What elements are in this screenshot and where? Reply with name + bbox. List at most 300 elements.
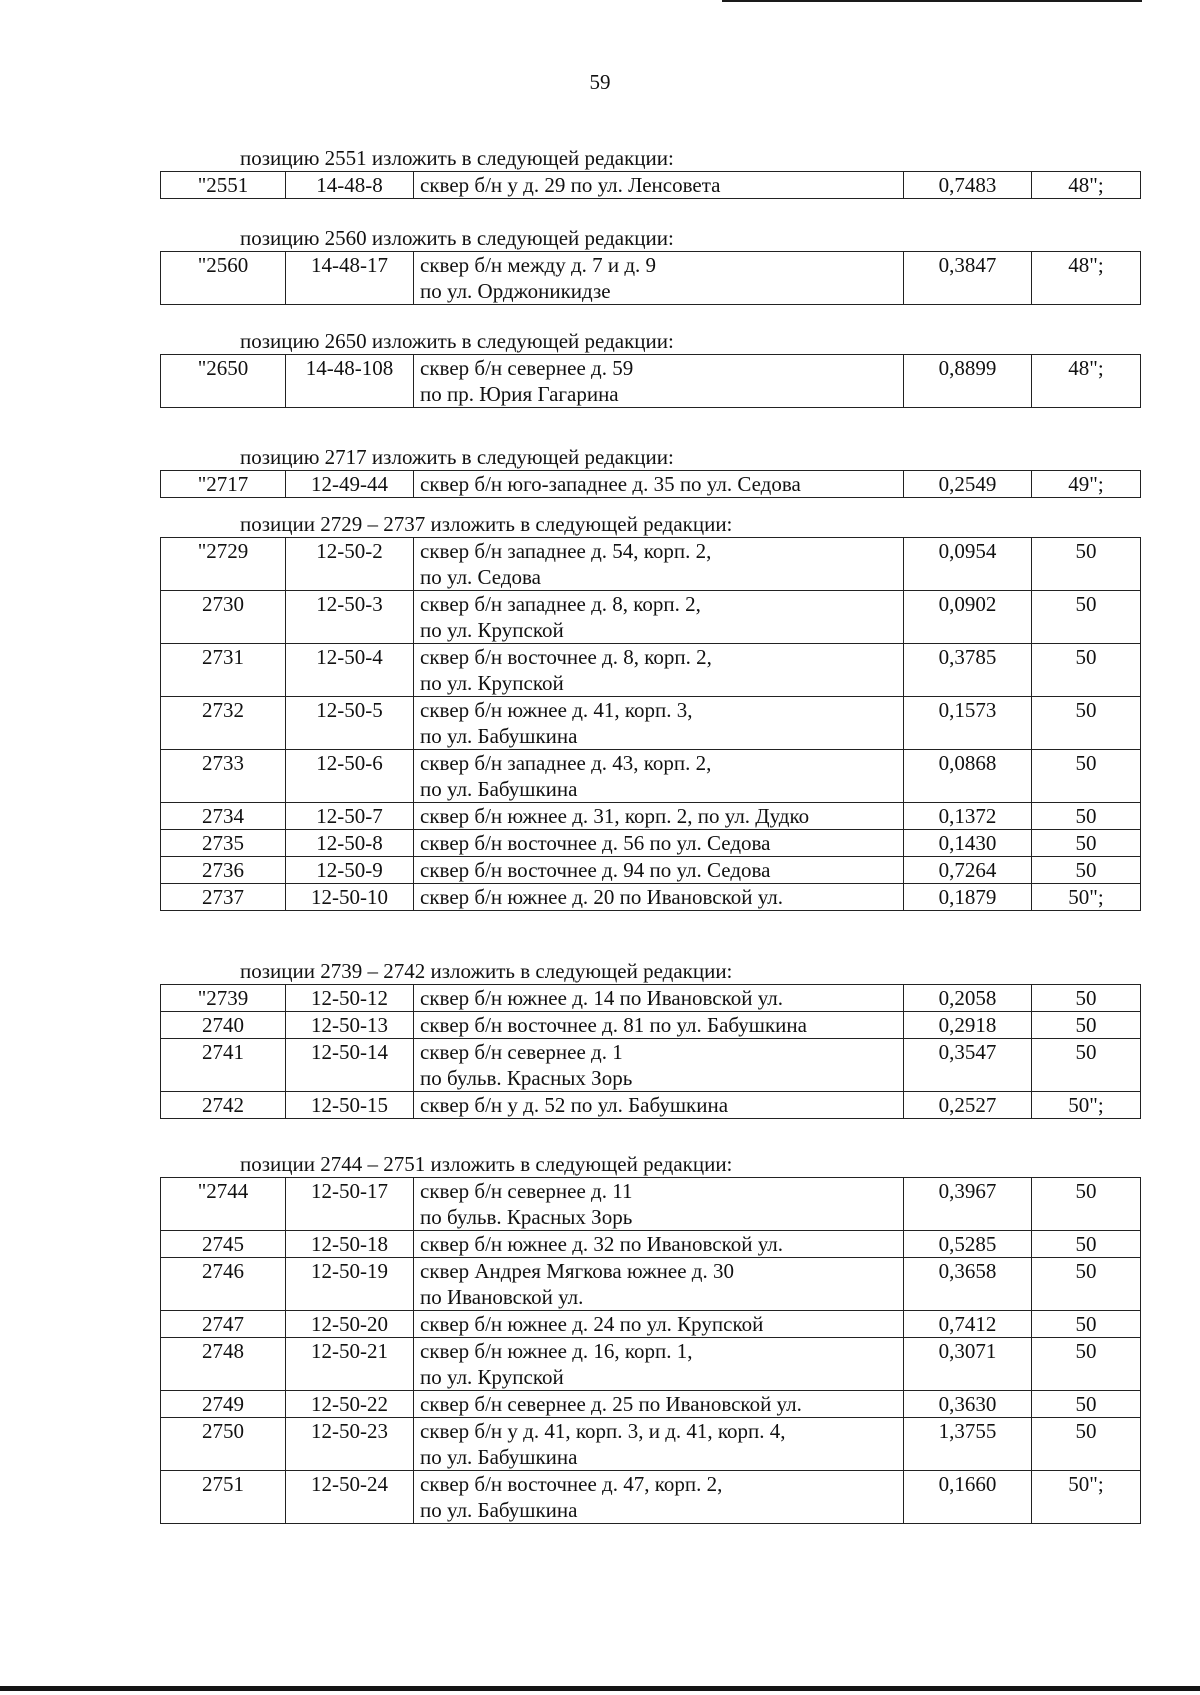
cadastral-code: 12-50-20: [311, 1312, 388, 1336]
cadastral-code: 14-48-17: [311, 253, 388, 277]
top-rule: [722, 0, 1142, 2]
cadastral-code: 12-50-3: [316, 592, 383, 616]
zone-value: 50: [1075, 698, 1097, 722]
area-value: 0,0902: [938, 592, 997, 616]
area-value: 0,1879: [938, 885, 997, 909]
position-number: 2741: [202, 1040, 244, 1064]
table-row: [161, 591, 1141, 644]
description-line-1: сквер Андрея Мягкова южнее д. 30: [420, 1259, 734, 1283]
position-number: 2751: [202, 1472, 244, 1496]
position-number: 2734: [202, 804, 244, 828]
zone-value: 50: [1075, 1259, 1097, 1283]
description-cell: [414, 697, 904, 750]
cadastral-code: 12-50-4: [316, 645, 383, 669]
zone-value-cell: [1032, 1231, 1141, 1258]
zone-value: 50";: [1068, 885, 1104, 909]
table-row: [161, 1012, 1141, 1039]
table-row: [161, 538, 1141, 591]
bottom-rule: [0, 1686, 1200, 1691]
area-value-cell: [904, 471, 1032, 498]
description-cell: [414, 1418, 904, 1471]
cadastral-code-cell: [286, 1092, 414, 1119]
description-line-2: по ул. Крупской: [420, 1365, 564, 1389]
area-value-cell: [904, 830, 1032, 857]
cadastral-code-cell: [286, 355, 414, 408]
cadastral-code: 12-50-22: [311, 1392, 388, 1416]
description-cell: [414, 830, 904, 857]
description-line-1: сквер б/н южнее д. 32 по Ивановской ул.: [420, 1232, 784, 1256]
zone-value-cell: [1032, 538, 1141, 591]
description-cell: [414, 355, 904, 408]
position-number-cell: [161, 1471, 286, 1524]
description-line-1: сквер б/н у д. 29 по ул. Ленсовета: [420, 173, 721, 197]
area-value-cell: [904, 884, 1032, 911]
position-number-cell: [161, 750, 286, 803]
position-number: 2742: [202, 1093, 244, 1117]
area-value: 0,3547: [938, 1040, 997, 1064]
cadastral-code: 12-50-8: [316, 831, 383, 855]
zone-value-cell: [1032, 1012, 1141, 1039]
section-heading: позицию 2650 изложить в следующей редакции:: [240, 329, 674, 353]
area-value-cell: [904, 1311, 1032, 1338]
description-line-2: по ул. Бабушкина: [420, 777, 578, 801]
table-row: [161, 1471, 1141, 1524]
cadastral-code-cell: [286, 1258, 414, 1311]
table-row: [161, 355, 1141, 408]
position-number: 2736: [202, 858, 244, 882]
section-heading: позиции 2739 – 2742 изложить в следующей редакции:: [240, 959, 733, 983]
cadastral-code: 12-50-15: [311, 1093, 388, 1117]
area-value-cell: [904, 857, 1032, 884]
description-cell: [414, 1391, 904, 1418]
position-number: 2732: [202, 698, 244, 722]
cadastral-code: 14-48-8: [316, 173, 383, 197]
position-number: 2749: [202, 1392, 244, 1416]
section-heading: позицию 2717 изложить в следующей редакции:: [240, 445, 674, 469]
table-row: [161, 1338, 1141, 1391]
description-cell: [414, 172, 904, 199]
description-line-2: по ул. Бабушкина: [420, 1445, 578, 1469]
area-value: 1,3755: [938, 1419, 997, 1443]
zone-value: 50: [1075, 751, 1097, 775]
position-number-cell: [161, 591, 286, 644]
description-line-1: сквер б/н южнее д. 20 по Ивановской ул.: [420, 885, 784, 909]
area-value: 0,3847: [938, 253, 997, 277]
description-line-1: сквер б/н у д. 41, корп. 3, и д. 41, корп. 4,: [420, 1419, 786, 1443]
position-number: "2560: [197, 253, 249, 277]
area-value-cell: [904, 1338, 1032, 1391]
table-row: [161, 803, 1141, 830]
position-number-cell: [161, 1178, 286, 1231]
cadastral-code: 12-50-19: [311, 1259, 388, 1283]
area-value: 0,7483: [938, 173, 997, 197]
position-number: 2746: [202, 1259, 244, 1283]
section: [160, 446, 1140, 498]
area-value-cell: [904, 1231, 1032, 1258]
description-line-2: по ул. Крупской: [420, 618, 564, 642]
zone-value-cell: [1032, 471, 1141, 498]
description-line-2: по бульв. Красных Зорь: [420, 1205, 633, 1229]
zone-value-cell: [1032, 857, 1141, 884]
description-line-1: сквер б/н севернее д. 25 по Ивановской ул.: [420, 1392, 802, 1416]
section-heading: позицию 2551 изложить в следующей редакции:: [240, 146, 674, 170]
area-value-cell: [904, 1012, 1032, 1039]
zone-value: 48";: [1068, 356, 1104, 380]
zone-value: 48";: [1068, 173, 1104, 197]
zone-value-cell: [1032, 1178, 1141, 1231]
description-line-1: сквер б/н между д. 7 и д. 9: [420, 253, 657, 277]
description-cell: [414, 252, 904, 305]
description-line-1: сквер б/н южнее д. 41, корп. 3,: [420, 698, 693, 722]
position-number-cell: [161, 1338, 286, 1391]
cadastral-code-cell: [286, 1039, 414, 1092]
cadastral-code-cell: [286, 591, 414, 644]
description-line-1: сквер б/н восточнее д. 47, корп. 2,: [420, 1472, 723, 1496]
area-value: 0,0868: [938, 751, 997, 775]
description-line-2: по ул. Бабушкина: [420, 724, 578, 748]
area-value: 0,3785: [938, 645, 997, 669]
area-value: 0,7264: [938, 858, 997, 882]
table-row: [161, 697, 1141, 750]
area-value-cell: [904, 644, 1032, 697]
area-value-cell: [904, 985, 1032, 1012]
position-number-cell: [161, 1258, 286, 1311]
area-value-cell: [904, 1471, 1032, 1524]
cadastral-code-cell: [286, 172, 414, 199]
area-value: 0,1573: [938, 698, 997, 722]
area-value: 0,1660: [938, 1472, 997, 1496]
area-value: 0,3967: [938, 1179, 997, 1203]
cadastral-code: 14-48-108: [305, 356, 394, 380]
description-line-1: сквер б/н восточнее д. 56 по ул. Седова: [420, 831, 771, 855]
zone-value: 50: [1075, 1179, 1097, 1203]
zone-value-cell: [1032, 1391, 1141, 1418]
area-value: 0,2549: [938, 472, 997, 496]
table-row: [161, 985, 1141, 1012]
position-number-cell: [161, 172, 286, 199]
table-row: [161, 471, 1141, 498]
description-cell: [414, 1311, 904, 1338]
position-number-cell: [161, 697, 286, 750]
description-line-1: сквер б/н восточнее д. 94 по ул. Седова: [420, 858, 771, 882]
table-row: [161, 1231, 1141, 1258]
description-line-1: сквер б/н южнее д. 14 по Ивановской ул.: [420, 986, 784, 1010]
description-cell: [414, 1231, 904, 1258]
zone-value-cell: [1032, 1039, 1141, 1092]
position-number-cell: [161, 538, 286, 591]
position-number: "2650: [197, 356, 249, 380]
description-line-1: сквер б/н восточнее д. 8, корп. 2,: [420, 645, 712, 669]
position-number: "2744: [197, 1179, 249, 1203]
cadastral-code-cell: [286, 750, 414, 803]
description-cell: [414, 1338, 904, 1391]
zone-value-cell: [1032, 1338, 1141, 1391]
area-value-cell: [904, 1092, 1032, 1119]
cadastral-code-cell: [286, 803, 414, 830]
zone-value-cell: [1032, 985, 1141, 1012]
zone-value: 50: [1075, 1312, 1097, 1336]
position-number-cell: [161, 803, 286, 830]
description-cell: [414, 471, 904, 498]
cadastral-code-cell: [286, 1338, 414, 1391]
section-heading: позиции 2729 – 2737 изложить в следующей редакции:: [240, 512, 733, 536]
zone-value: 50: [1075, 1392, 1097, 1416]
area-value-cell: [904, 591, 1032, 644]
cadastral-code: 12-50-7: [316, 804, 383, 828]
zone-value-cell: [1032, 803, 1141, 830]
zone-value-cell: [1032, 1418, 1141, 1471]
zone-value: 50: [1075, 986, 1097, 1010]
cadastral-code: 12-50-13: [311, 1013, 388, 1037]
description-cell: [414, 1012, 904, 1039]
position-number-cell: [161, 471, 286, 498]
description-cell: [414, 1471, 904, 1524]
cadastral-code-cell: [286, 884, 414, 911]
table-row: [161, 1258, 1141, 1311]
area-value: 0,0954: [938, 539, 997, 563]
zone-value-cell: [1032, 697, 1141, 750]
area-value: 0,3071: [938, 1339, 997, 1363]
position-number-cell: [161, 830, 286, 857]
position-number: 2730: [202, 592, 244, 616]
position-number-cell: [161, 857, 286, 884]
area-value: 0,3630: [938, 1392, 997, 1416]
cadastral-code-cell: [286, 644, 414, 697]
cadastral-code-cell: [286, 1391, 414, 1418]
zone-value-cell: [1032, 252, 1141, 305]
area-value: 0,2918: [938, 1013, 997, 1037]
zone-value: 50: [1075, 858, 1097, 882]
zone-value-cell: [1032, 884, 1141, 911]
position-number-cell: [161, 1012, 286, 1039]
description-cell: [414, 1039, 904, 1092]
description-line-1: сквер б/н восточнее д. 81 по ул. Бабушкина: [420, 1013, 807, 1037]
zone-value: 50: [1075, 1419, 1097, 1443]
position-number-cell: [161, 644, 286, 697]
description-line-1: сквер б/н у д. 52 по ул. Бабушкина: [420, 1093, 729, 1117]
page-number: 59: [589, 70, 611, 94]
position-number-cell: [161, 1418, 286, 1471]
cadastral-code-cell: [286, 830, 414, 857]
area-value: 0,1372: [938, 804, 997, 828]
position-number-cell: [161, 985, 286, 1012]
zone-value: 50";: [1068, 1472, 1104, 1496]
table-row: [161, 1418, 1141, 1471]
description-line-2: по ул. Седова: [420, 565, 541, 589]
description-line-1: сквер б/н южнее д. 31, корп. 2, по ул. Дудко: [420, 804, 810, 828]
area-value: 0,7412: [938, 1312, 997, 1336]
positions-table: [160, 171, 1141, 199]
zone-value: 50: [1075, 645, 1097, 669]
positions-table: [160, 354, 1141, 408]
description-line-2: по ул. Орджоникидзе: [420, 279, 611, 303]
section: [160, 513, 1140, 911]
position-number-cell: [161, 1311, 286, 1338]
cadastral-code-cell: [286, 1178, 414, 1231]
cadastral-code: 12-50-17: [311, 1179, 388, 1203]
cadastral-code: 12-50-10: [311, 885, 388, 909]
table-row: [161, 750, 1141, 803]
area-value-cell: [904, 538, 1032, 591]
cadastral-code-cell: [286, 857, 414, 884]
section-heading: позиции 2744 – 2751 изложить в следующей редакции:: [240, 1152, 733, 1176]
table-row: [161, 857, 1141, 884]
cadastral-code-cell: [286, 1311, 414, 1338]
position-number: "2717: [197, 472, 249, 496]
description-line-1: сквер б/н севернее д. 59: [420, 356, 634, 380]
description-line-2: по пр. Юрия Гагарина: [420, 382, 619, 406]
zone-value: 50: [1075, 1339, 1097, 1363]
position-number: 2733: [202, 751, 244, 775]
zone-value-cell: [1032, 830, 1141, 857]
cadastral-code-cell: [286, 471, 414, 498]
section-heading: позицию 2560 изложить в следующей редакции:: [240, 226, 674, 250]
position-number: 2750: [202, 1419, 244, 1443]
positions-table: [160, 537, 1141, 911]
area-value: 0,1430: [938, 831, 997, 855]
area-value-cell: [904, 1258, 1032, 1311]
description-line-1: сквер б/н южнее д. 24 по ул. Крупской: [420, 1312, 764, 1336]
position-number-cell: [161, 1391, 286, 1418]
position-number-cell: [161, 884, 286, 911]
description-cell: [414, 884, 904, 911]
position-number: 2735: [202, 831, 244, 855]
zone-value: 50: [1075, 1013, 1097, 1037]
cadastral-code-cell: [286, 697, 414, 750]
description-cell: [414, 803, 904, 830]
table-row: [161, 830, 1141, 857]
area-value-cell: [904, 1039, 1032, 1092]
description-line-2: по ул. Бабушкина: [420, 1498, 578, 1522]
description-line-1: сквер б/н западнее д. 54, корп. 2,: [420, 539, 712, 563]
position-number-cell: [161, 1231, 286, 1258]
cadastral-code-cell: [286, 538, 414, 591]
zone-value: 50: [1075, 804, 1097, 828]
position-number: "2729: [197, 539, 249, 563]
area-value: 0,2058: [938, 986, 997, 1010]
zone-value: 50: [1075, 539, 1097, 563]
area-value-cell: [904, 1391, 1032, 1418]
area-value-cell: [904, 355, 1032, 408]
position-number-cell: [161, 1092, 286, 1119]
zone-value-cell: [1032, 355, 1141, 408]
area-value-cell: [904, 252, 1032, 305]
position-number: "2551: [197, 173, 249, 197]
area-value-cell: [904, 803, 1032, 830]
description-line-1: сквер б/н западнее д. 43, корп. 2,: [420, 751, 712, 775]
cadastral-code: 12-50-18: [311, 1232, 388, 1256]
cadastral-code: 12-50-9: [316, 858, 383, 882]
zone-value-cell: [1032, 172, 1141, 199]
zone-value-cell: [1032, 750, 1141, 803]
area-value-cell: [904, 750, 1032, 803]
zone-value-cell: [1032, 1471, 1141, 1524]
cadastral-code: 12-50-2: [316, 539, 383, 563]
positions-table: [160, 984, 1141, 1119]
position-number-cell: [161, 355, 286, 408]
area-value-cell: [904, 1418, 1032, 1471]
description-cell: [414, 591, 904, 644]
section: [160, 330, 1140, 408]
cadastral-code-cell: [286, 252, 414, 305]
cadastral-code-cell: [286, 1471, 414, 1524]
cadastral-code: 12-50-21: [311, 1339, 388, 1363]
table-row: [161, 1311, 1141, 1338]
table-row: [161, 884, 1141, 911]
table-row: [161, 1178, 1141, 1231]
cadastral-code-cell: [286, 1418, 414, 1471]
zone-value: 50";: [1068, 1093, 1104, 1117]
position-number: 2740: [202, 1013, 244, 1037]
cadastral-code: 12-50-12: [311, 986, 388, 1010]
table-row: [161, 1039, 1141, 1092]
cadastral-code-cell: [286, 1231, 414, 1258]
position-number-cell: [161, 1039, 286, 1092]
table-row: [161, 172, 1141, 199]
table-row: [161, 1391, 1141, 1418]
description-cell: [414, 1178, 904, 1231]
area-value-cell: [904, 172, 1032, 199]
area-value: 0,8899: [938, 356, 997, 380]
section: [160, 1153, 1140, 1524]
area-value-cell: [904, 697, 1032, 750]
zone-value-cell: [1032, 1258, 1141, 1311]
position-number-cell: [161, 252, 286, 305]
position-number: 2737: [202, 885, 244, 909]
description-line-1: сквер б/н западнее д. 8, корп. 2,: [420, 592, 701, 616]
zone-value: 50: [1075, 592, 1097, 616]
cadastral-code: 12-50-14: [311, 1040, 388, 1064]
position-number: 2731: [202, 645, 244, 669]
position-number: 2747: [202, 1312, 244, 1336]
cadastral-code: 12-50-6: [316, 751, 383, 775]
description-line-2: по бульв. Красных Зорь: [420, 1066, 633, 1090]
table-row: [161, 252, 1141, 305]
positions-table: [160, 251, 1141, 305]
cadastral-code: 12-50-24: [311, 1472, 388, 1496]
section: [160, 227, 1140, 305]
description-line-1: сквер б/н южнее д. 16, корп. 1,: [420, 1339, 693, 1363]
position-number: "2739: [197, 986, 249, 1010]
position-number: 2748: [202, 1339, 244, 1363]
zone-value: 50: [1075, 831, 1097, 855]
table-row: [161, 1092, 1141, 1119]
description-line-1: сквер б/н юго-западнее д. 35 по ул. Седова: [420, 472, 801, 496]
section: [160, 147, 1140, 199]
description-line-2: по Ивановской ул.: [420, 1285, 584, 1309]
zone-value-cell: [1032, 1092, 1141, 1119]
area-value-cell: [904, 1178, 1032, 1231]
table-row: [161, 644, 1141, 697]
description-cell: [414, 1092, 904, 1119]
area-value: 0,5285: [938, 1232, 997, 1256]
description-cell: [414, 857, 904, 884]
description-cell: [414, 644, 904, 697]
description-cell: [414, 750, 904, 803]
zone-value: 49";: [1068, 472, 1104, 496]
position-number: 2745: [202, 1232, 244, 1256]
zone-value: 50: [1075, 1232, 1097, 1256]
description-line-1: сквер б/н севернее д. 11: [420, 1179, 633, 1203]
positions-table: [160, 470, 1141, 498]
cadastral-code: 12-50-23: [311, 1419, 388, 1443]
positions-table: [160, 1177, 1141, 1524]
area-value: 0,3658: [938, 1259, 997, 1283]
area-value: 0,2527: [938, 1093, 997, 1117]
zone-value-cell: [1032, 1311, 1141, 1338]
cadastral-code-cell: [286, 1012, 414, 1039]
description-line-2: по ул. Крупской: [420, 671, 564, 695]
